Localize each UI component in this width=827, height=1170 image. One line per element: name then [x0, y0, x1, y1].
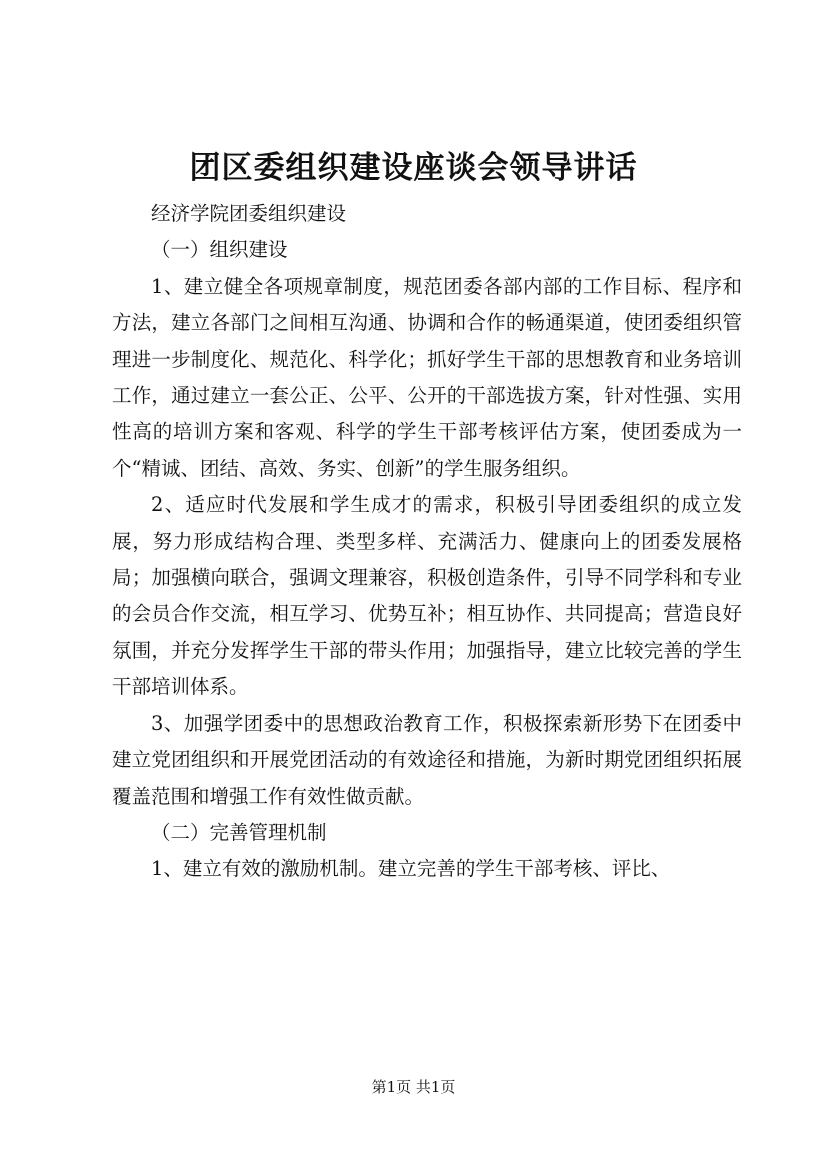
- body-paragraph-2: 2、适应时代发展和学生成才的需求，积极引导团委组织的成立发展，努力形成结构合理、类型多样、充满活力、健康向上的团委发展格局；加强横向联合，强调文理兼容，积极创造条件，引导不同学科和专业的会员合作交流，相互学习、优势互补；相互协作、共同提高；营造良好氛围，并充分发挥学生干部的带头作用；加强指导，建立比较完善的学生干部培训体系。: [112, 493, 742, 699]
- section-heading-organization: （一）组织建设: [151, 238, 288, 262]
- section-heading-management: （二）完善管理机制: [151, 820, 327, 844]
- body-paragraph-3: 3、加强学团委中的思想政治教育工作，积极探索新形势下在团委中建立党团组织和开展党团活动的有效途径和措施，为新时期党团组织拓展覆盖范围和增强工作有效性做贡献。: [112, 711, 742, 808]
- document-body: [112, 196, 742, 888]
- body-paragraph-4: 1、建立有效的激励机制。建立完善的学生干部考核、评比、: [151, 857, 671, 881]
- document-title: 团区委组织建设座谈会领导讲话: [189, 150, 638, 186]
- subtitle-paragraph: 经济学院团委组织建设: [151, 202, 347, 225]
- body-paragraph-1: 1、建立健全各项规章制度，规范团委各部内部的工作目标、程序和方法，建立各部门之间相互沟通、协调和合作的畅通渠道，使团委组织管理进一步制度化、规范化、科学化；抓好学生干部的思想教育和业务培训工作，通过建立一套公正、公平、公开的干部选拔方案，针对性强、实用性高的培训方案和客观、科学的学生干部考核评估方案，使团委成为一个“精诚、团结、高效、务实、创新”的学生服务组织。: [112, 274, 742, 480]
- page-footer: 第1页 共1页: [371, 1078, 456, 1096]
